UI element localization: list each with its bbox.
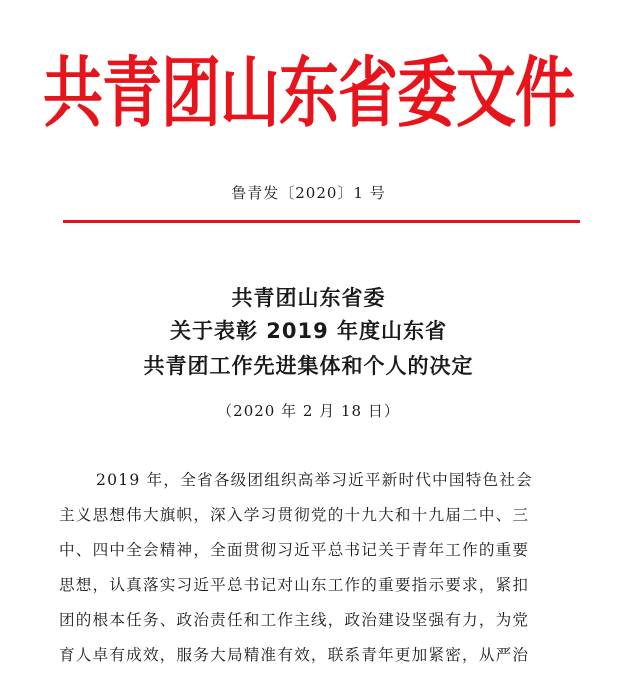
document-number: 鲁青发〔2020〕1 号 (231, 184, 386, 202)
document-date: （2020 年 2 月 18 日） (217, 402, 400, 420)
body-paragraph-line: 中、四中全会精神，全面贯彻习近平总书记关于青年工作的重要 (59, 541, 530, 559)
document-title-line-1: 共青团山东省委 (231, 286, 386, 310)
document-title-line-2: 关于表彰 2019 年度山东省 (169, 319, 448, 343)
document-title-line-3: 共青团工作先进集体和个人的决定 (143, 354, 474, 378)
red-divider-rule (63, 220, 580, 223)
body-paragraph-line: 思想，认真落实习近平总书记对山东工作的重要指示要求，紧扣 (59, 576, 530, 594)
body-paragraph-line: 育人卓有成效，服务大局精准有效，联系青年更加紧密，从严治 (59, 646, 530, 664)
body-paragraph-line: 2019 年，全省各级团组织高举习近平新时代中国特色社会 (96, 471, 533, 489)
body-paragraph-line: 主义思想伟大旗帜，深入学习贯彻党的十九大和十九届二中、三 (59, 506, 530, 524)
document-body (59, 463, 584, 673)
body-paragraph-line: 团的根本任务、政治责任和工作主线，政治建设坚强有力，为党 (59, 611, 530, 629)
masthead-title: 共青团山东省委文件 (43, 49, 574, 139)
